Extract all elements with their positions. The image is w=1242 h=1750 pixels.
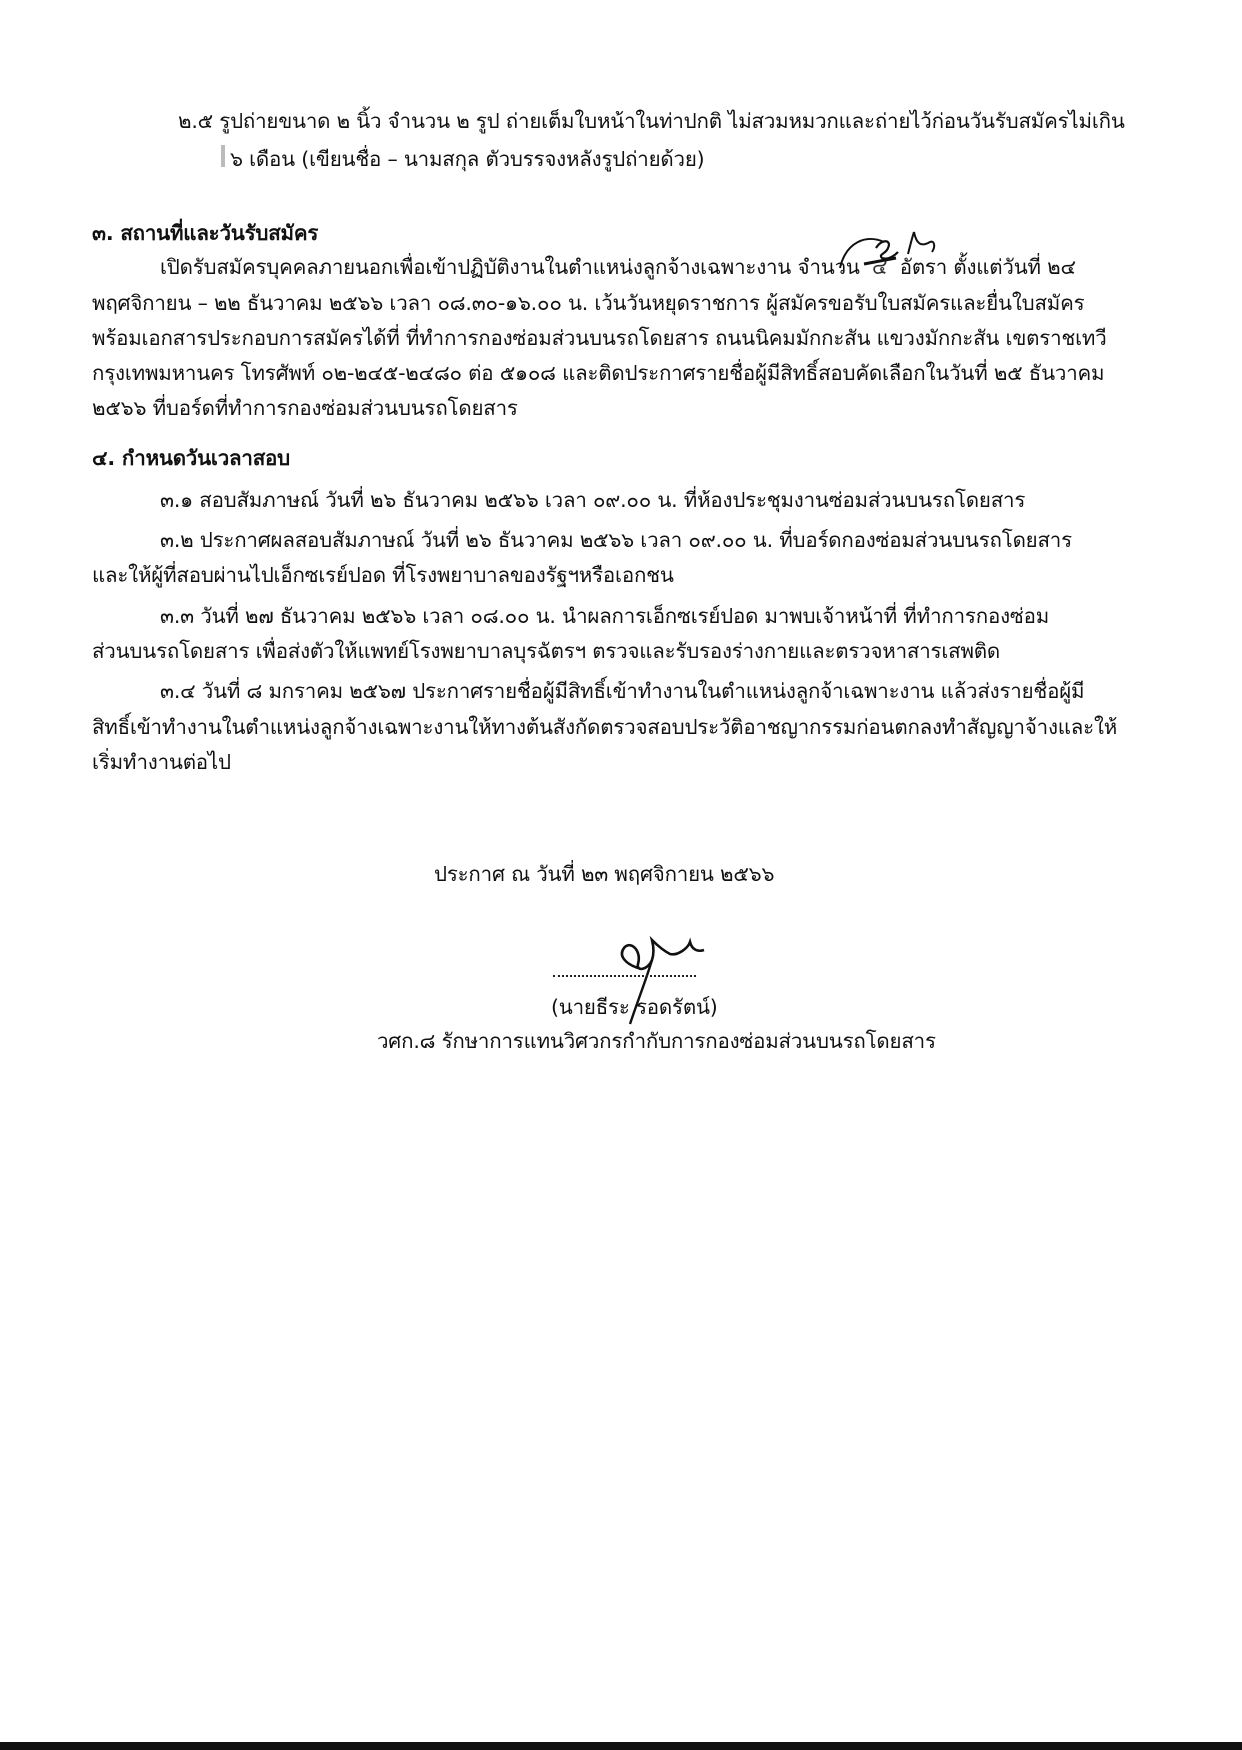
- announcement-date: ประกาศ ณ วันที่ ๒๓ พฤศจิกายน ๒๕๖๖: [434, 862, 775, 886]
- section3-line2: พฤศจิกายน – ๒๒ ธันวาคม ๒๕๖๖ เวลา ๐๘.๓๐-๑๖.๐๐ น. เว้นวันหยุดราชการ ผู้สมัครขอรับใบสมัครและยื่นใบสมัคร: [92, 291, 1085, 315]
- handwritten-correction: [836, 228, 956, 282]
- section3-line4: กรุงเทพมหานคร โทรศัพท์ ๐๒-๒๔๕-๒๔๘๐ ต่อ ๕๑๐๘ และติดประกาศรายชื่อผู้มีสิทธิ์สอบคัดเลือกในวันที่ ๒๕ ธันวาคม: [92, 361, 1105, 385]
- section4-item4-line3: เริ่มทำงานต่อไป: [92, 750, 231, 774]
- section4-item2-line1: ๓.๒ ประกาศผลสอบสัมภาษณ์ วันที่ ๒๖ ธันวาคม ๒๕๖๖ เวลา ๐๙.๐๐ น. ที่บอร์ดกองซ่อมส่วนบนรถโดยสาร: [160, 528, 1072, 552]
- section4-item1: ๓.๑ สอบสัมภาษณ์ วันที่ ๒๖ ธันวาคม ๒๕๖๖ เวลา ๐๙.๐๐ น. ที่ห้องประชุมงานซ่อมส่วนบนรถโดยสาร: [160, 488, 1026, 512]
- scan-mark: [221, 145, 225, 167]
- struck-quantity: ๔: [872, 255, 888, 279]
- scan-bottom-edge: [0, 1742, 1242, 1750]
- signature-line: [553, 975, 696, 977]
- section3-line5: ๒๕๖๖ ที่บอร์ดที่ทำการกองซ่อมส่วนบนรถโดยสาร: [92, 396, 518, 420]
- section3-heading: ๓. สถานที่และวันรับสมัคร: [92, 221, 319, 245]
- signer-title: วศก.๘ รักษาการแทนวิศวกรกำกับการกองซ่อมส่วนบนรถโดยสาร: [377, 1029, 936, 1053]
- signer-name: (นายธีระ รอดรัตน์): [551, 995, 718, 1019]
- section4-item3-line1: ๓.๓ วันที่ ๒๗ ธันวาคม ๒๕๖๖ เวลา ๐๘.๐๐ น. นำผลการเอ็กซเรย์ปอด มาพบเจ้าหน้าที่ ที่ทำการกองซ่อม: [160, 604, 1050, 628]
- section4-item4-line2: สิทธิ์เข้าทำงานในตำแหน่งลูกจ้างเฉพาะงานให้ทางต้นสังกัดตรวจสอบประวัติอาชญากรรมก่อนตกลงทำสัญญาจ้างและให้: [92, 715, 1118, 739]
- section4-item2-line2: และให้ผู้ที่สอบผ่านไปเอ็กซเรย์ปอด ที่โรงพยาบาลของรัฐฯหรือเอกชน: [92, 563, 674, 587]
- item-2-5-line2: ๖ เดือน (เขียนชื่อ – นามสกุล ตัวบรรจงหลังรูปถ่ายด้วย): [230, 147, 705, 171]
- section4-item3-line2: ส่วนบนรถโดยสาร เพื่อส่งตัวให้แพทย์โรงพยาบาลบุรฉัตรฯ ตรวจและรับรองร่างกายและตรวจหาสารเสพติด: [92, 639, 1001, 663]
- section4-heading: ๔. กำหนดวันเวลาสอบ: [92, 446, 290, 470]
- section3-line1-part2: อัตรา ตั้งแต่วันที่ ๒๔: [899, 255, 1076, 279]
- section3-line1-part1: เปิดรับสมัครบุคคลภายนอกเพื่อเข้าปฏิบัติงานในตำแหน่งลูกจ้างเฉพาะงาน จำนวน: [160, 255, 860, 279]
- item-2-5-line1: ๒.๕ รูปถ่ายขนาด ๒ นิ้ว จำนวน ๒ รูป ถ่ายเต็มใบหน้าในท่าปกติ ไม่สวมหมวกและถ่ายไว้ก่อนวันรับสมัครไม่เกิน: [178, 109, 1125, 133]
- section4-item4-line1: ๓.๔ วันที่ ๘ มกราคม ๒๕๖๗ ประกาศรายชื่อผู้มีสิทธิ์เข้าทำงานในตำแหน่งลูกจ้าเฉพาะงาน แล้วส่งรายชื่อผู้มี: [160, 679, 1085, 703]
- section3-line3: พร้อมเอกสารประกอบการสมัครได้ที่ ที่ทำการกองซ่อมส่วนบนรถโดยสาร ถนนนิคมมักกะสัน แขวงมักกะสัน เขตราชเทวี: [92, 326, 1107, 350]
